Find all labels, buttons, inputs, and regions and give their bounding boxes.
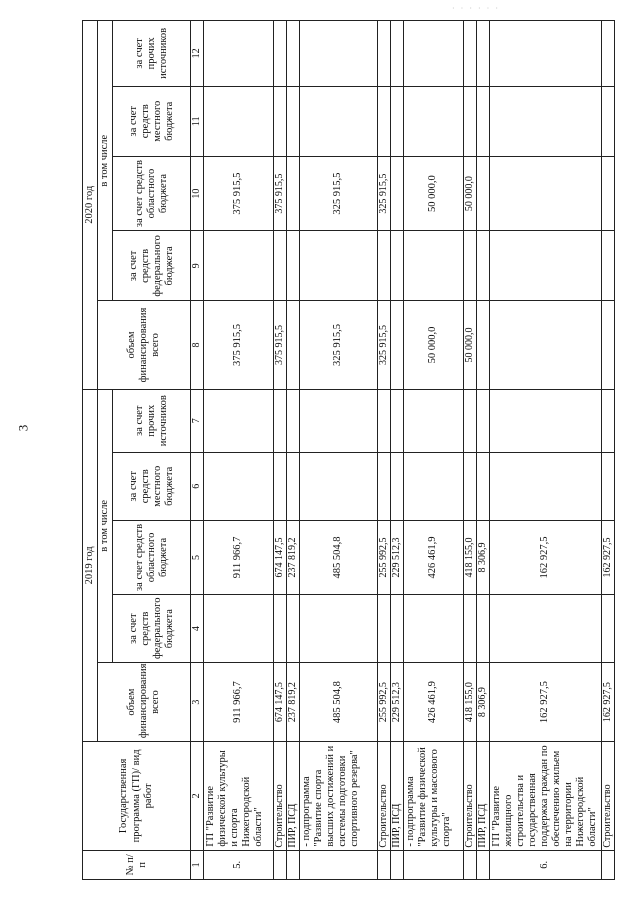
value-cell (489, 595, 601, 663)
table-row (286, 21, 299, 880)
value-cell (476, 231, 489, 301)
value-cell (286, 86, 299, 156)
row-number (273, 850, 286, 879)
value-cell (299, 21, 377, 87)
value-cell: 485 504,8 (299, 663, 377, 742)
header-oth-2020: за счет прочих источников (113, 21, 191, 87)
value-cell (390, 595, 403, 663)
value-cell (390, 156, 403, 231)
value-cell (390, 21, 403, 87)
value-cell: 255 992,5 (377, 520, 390, 595)
value-cell (273, 231, 286, 301)
value-cell (390, 86, 403, 156)
value-cell: 674 147,5 (273, 663, 286, 742)
value-cell: 8 306,9 (476, 663, 489, 742)
value-cell (377, 389, 390, 452)
header-fed-2019: за счет средств федерального бюджета (113, 595, 191, 663)
column-number-row (191, 21, 204, 880)
value-cell (299, 389, 377, 452)
row-name: ГП "Развитие физической культуры и спорта Нижегородской области" (203, 742, 273, 850)
table-row (390, 21, 403, 880)
value-cell (286, 21, 299, 87)
value-cell (299, 595, 377, 663)
value-cell: 325 915,5 (377, 301, 390, 389)
value-cell (476, 389, 489, 452)
value-cell (489, 21, 601, 87)
col-number: 5 (191, 520, 204, 595)
value-cell: 229 512,3 (390, 663, 403, 742)
col-number: 9 (191, 231, 204, 301)
value-cell (489, 231, 601, 301)
value-cell (377, 595, 390, 663)
row-number (403, 850, 463, 879)
table-row (476, 21, 489, 880)
value-cell: 50 000,0 (403, 156, 463, 231)
header-oth-2019: за счет прочих источников (113, 389, 191, 452)
value-cell (377, 452, 390, 520)
value-cell (476, 452, 489, 520)
value-cell (390, 231, 403, 301)
value-cell (476, 156, 489, 231)
header-num: № п/п (83, 850, 191, 879)
value-cell (286, 301, 299, 389)
row-name: Строительство (377, 742, 390, 850)
value-cell: 911 966,7 (203, 520, 273, 595)
table-row (203, 21, 273, 880)
value-cell (286, 389, 299, 452)
value-cell (203, 86, 273, 156)
value-cell: 8 306,9 (476, 520, 489, 595)
header-total-2020: объем финансирования всего (98, 301, 191, 389)
value-cell: 375 915,5 (273, 156, 286, 231)
value-cell: 162 927,5 (601, 663, 614, 742)
value-cell (601, 452, 614, 520)
value-cell: 325 915,5 (299, 301, 377, 389)
value-cell (390, 389, 403, 452)
value-cell (299, 86, 377, 156)
value-cell (463, 86, 476, 156)
col-number: 3 (191, 663, 204, 742)
value-cell (377, 21, 390, 87)
col-number: 2 (191, 742, 204, 850)
value-cell (203, 595, 273, 663)
value-cell (203, 389, 273, 452)
header-fed-2020: за счет средств федерального бюджета (113, 231, 191, 301)
value-cell: 674 147,5 (273, 520, 286, 595)
row-name: - подпрограмма "Развитие спорта высших достижений и системы подготовки спортивного резерва" (299, 742, 377, 850)
value-cell (403, 389, 463, 452)
value-cell (601, 231, 614, 301)
value-cell: 50 000,0 (403, 301, 463, 389)
value-cell (489, 452, 601, 520)
value-cell (390, 452, 403, 520)
row-name: - подпрограмма "Развитие физической культуры и массового спорта" (403, 742, 463, 850)
row-number (390, 850, 403, 879)
row-number: 5. (203, 850, 273, 879)
value-cell: 485 504,8 (299, 520, 377, 595)
value-cell (403, 595, 463, 663)
value-cell: 426 461,9 (403, 520, 463, 595)
value-cell (601, 21, 614, 87)
row-number (299, 850, 377, 879)
header-reg-2020: за счет средств областного бюджета (113, 156, 191, 231)
value-cell: 418 155,0 (463, 663, 476, 742)
value-cell (601, 595, 614, 663)
value-cell (273, 86, 286, 156)
value-cell (390, 301, 403, 389)
value-cell (476, 21, 489, 87)
value-cell: 162 927,5 (489, 520, 601, 595)
row-name: ПИР, ПСД (390, 742, 403, 850)
value-cell (489, 389, 601, 452)
value-cell (203, 452, 273, 520)
value-cell: 911 966,7 (203, 663, 273, 742)
value-cell (601, 86, 614, 156)
value-cell (299, 452, 377, 520)
value-cell (463, 452, 476, 520)
table-row (377, 21, 390, 880)
row-number (377, 850, 390, 879)
value-cell (403, 452, 463, 520)
col-number: 8 (191, 301, 204, 389)
value-cell (203, 231, 273, 301)
value-cell: 162 927,5 (601, 520, 614, 595)
row-number (286, 850, 299, 879)
value-cell: 237 819,2 (286, 663, 299, 742)
value-cell (476, 595, 489, 663)
page-number: 3 (15, 424, 31, 432)
value-cell (476, 301, 489, 389)
value-cell (463, 389, 476, 452)
value-cell: 50 000,0 (463, 156, 476, 231)
scan-noise: · · · · · · (452, 4, 500, 13)
col-number: 1 (191, 850, 204, 879)
rotated-table-wrapper (82, 20, 613, 880)
value-cell (476, 86, 489, 156)
value-cell (403, 86, 463, 156)
value-cell (463, 231, 476, 301)
table-row (489, 21, 601, 880)
value-cell (403, 231, 463, 301)
header-reg-2019: за счет средств областного бюджета (113, 520, 191, 595)
col-number: 10 (191, 156, 204, 231)
table-row (403, 21, 463, 880)
value-cell: 237 819,2 (286, 520, 299, 595)
header-year-2019: 2019 год (83, 389, 98, 742)
row-name: ГП "Развитие жилищного строительства и государственная поддержка граждан по обеспечению жильем на территории Нижегородской области" (489, 742, 601, 850)
row-name: ПИР, ПСД (286, 742, 299, 850)
row-number: 6. (489, 850, 601, 879)
value-cell (203, 21, 273, 87)
value-cell (489, 156, 601, 231)
value-cell (273, 389, 286, 452)
col-number: 6 (191, 452, 204, 520)
table-row (299, 21, 377, 880)
col-number: 7 (191, 389, 204, 452)
header-loc-2020: за счет средств местного бюджета (113, 86, 191, 156)
value-cell: 375 915,5 (203, 301, 273, 389)
financing-table (82, 20, 615, 880)
value-cell (286, 452, 299, 520)
value-cell (601, 301, 614, 389)
value-cell: 325 915,5 (299, 156, 377, 231)
value-cell (273, 21, 286, 87)
value-cell: 375 915,5 (273, 301, 286, 389)
header-incl-2019: в том числе (98, 389, 113, 663)
value-cell: 375 915,5 (203, 156, 273, 231)
value-cell (489, 301, 601, 389)
header-incl-2020: в том числе (98, 21, 113, 301)
value-cell (286, 595, 299, 663)
value-cell: 325 915,5 (377, 156, 390, 231)
header-year-2020: 2020 год (83, 21, 98, 390)
value-cell (463, 21, 476, 87)
row-name: Строительство (273, 742, 286, 850)
table-row (273, 21, 286, 880)
value-cell: 50 000,0 (463, 301, 476, 389)
header-name: Государственная программа (ГП)/ вид работ (83, 742, 191, 850)
value-cell (403, 21, 463, 87)
row-number (476, 850, 489, 879)
value-cell (463, 595, 476, 663)
value-cell (299, 231, 377, 301)
row-name: Строительство (463, 742, 476, 850)
value-cell (377, 86, 390, 156)
value-cell (286, 231, 299, 301)
row-number (601, 850, 614, 879)
value-cell: 229 512,3 (390, 520, 403, 595)
value-cell (601, 389, 614, 452)
row-name: Строительство (601, 742, 614, 850)
col-number: 11 (191, 86, 204, 156)
header-total-2019: объем финансирования всего (98, 663, 191, 742)
value-cell: 255 992,5 (377, 663, 390, 742)
value-cell: 418 155,0 (463, 520, 476, 595)
value-cell (273, 595, 286, 663)
value-cell: 426 461,9 (403, 663, 463, 742)
table-row (601, 21, 614, 880)
col-number: 12 (191, 21, 204, 87)
value-cell (377, 231, 390, 301)
row-name: ПИР, ПСД (476, 742, 489, 850)
row-number (463, 850, 476, 879)
value-cell (489, 86, 601, 156)
value-cell (286, 156, 299, 231)
value-cell: 162 927,5 (489, 663, 601, 742)
header-loc-2019: за счет средств местного бюджета (113, 452, 191, 520)
value-cell (601, 156, 614, 231)
table-row (463, 21, 476, 880)
col-number: 4 (191, 595, 204, 663)
value-cell (273, 452, 286, 520)
